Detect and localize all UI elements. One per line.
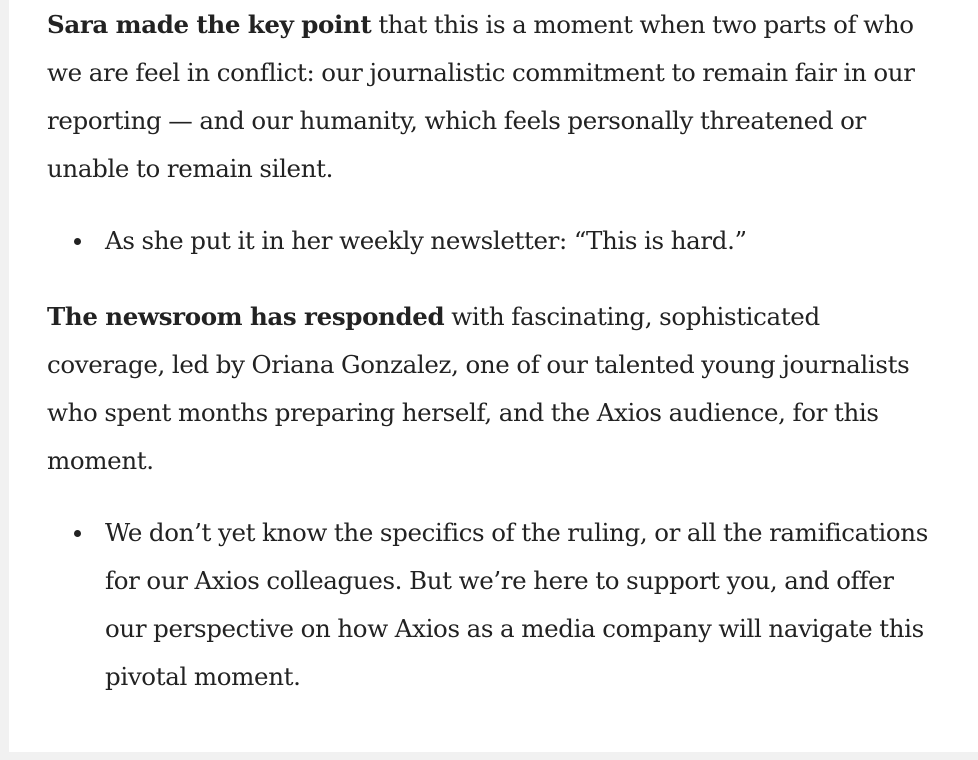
list-item-text: We don’t yet know the specifics of the ruling, or all the ramifications for our Axios colleagues. But we’re here to support you, and offer our perspective on how Axios as a media company will navigate this pivotal moment. <box>105 518 928 691</box>
paragraph-lead: The newsroom has responded <box>47 302 445 331</box>
list-item-text: As she put it in her weekly newsletter: “This is hard.” <box>105 226 747 255</box>
list-item <box>47 509 937 701</box>
bullet-icon <box>74 238 81 245</box>
paragraph-lead: Sara made the key point <box>47 10 372 39</box>
paragraph-text: that this is a moment when two parts of who we are feel in conflict: our journalistic commitment to remain fair in our reporting — and our humanity, which feels personally threatened or unable to remain silent. <box>47 10 915 183</box>
paragraph-newsroom-responded <box>47 293 937 485</box>
paragraph-sara-key-point <box>47 1 937 193</box>
list-item <box>47 217 937 265</box>
article-body <box>9 0 978 752</box>
bullet-icon <box>74 530 81 537</box>
paragraph-text: with fascinating, sophisticated coverage, led by Oriana Gonzalez, one of our talented young journalists who spent months preparing herself, and the Axios audience, for this moment. <box>47 302 910 475</box>
